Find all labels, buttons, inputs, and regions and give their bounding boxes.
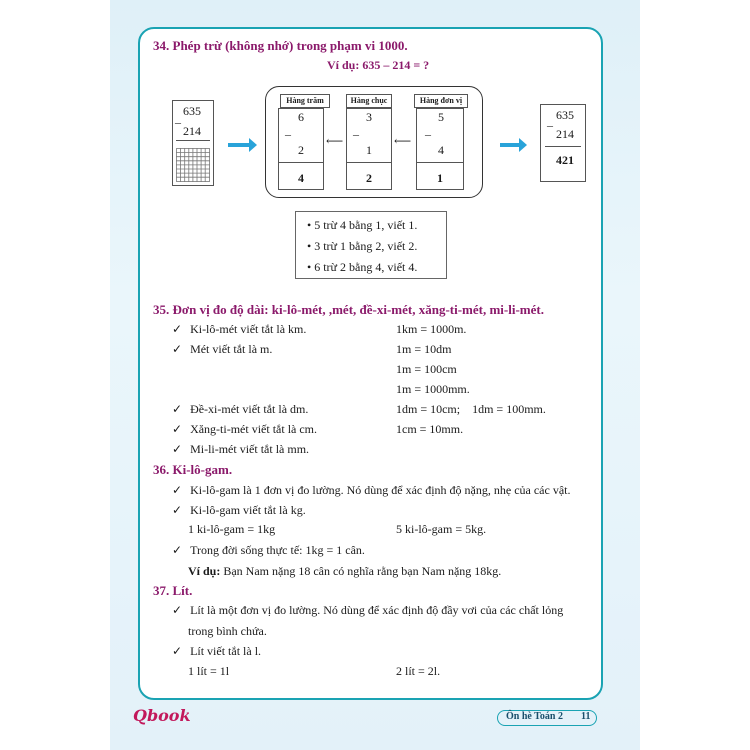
hundreds-result: 4 — [298, 171, 304, 185]
column-header-hundreds: Hàng trăm — [280, 94, 330, 108]
section-37-title: 37. Lít. — [153, 583, 193, 598]
bullet-1: • 5 trừ 4 bằng 1, viết 1. — [307, 218, 418, 232]
units-result: 1 — [437, 171, 443, 185]
tens-result: 2 — [366, 171, 372, 185]
right-top-number: 635 — [556, 108, 574, 122]
hundreds-rule — [278, 162, 324, 163]
hundreds-top: 6 — [298, 110, 304, 124]
units-minus: – — [425, 127, 431, 141]
s37-line-1b: trong bình chứa. — [188, 624, 267, 638]
s36-eq-1: 1 ki-lô-gam = 1kg — [188, 522, 276, 536]
left-top-number: 635 — [183, 104, 201, 118]
footer-title: Ôn hè Toán 2 — [506, 711, 563, 722]
section-36-title: 36. Ki-lô-gam. — [153, 462, 233, 477]
right-rule — [545, 146, 581, 147]
s36-example: Ví dụ: Bạn Nam nặng 18 cân có nghĩa rằng bạn Nam nặng 18kg. — [188, 564, 502, 578]
units-rule — [416, 162, 464, 163]
s37-eq-2: 2 lít = 2l. — [396, 664, 441, 678]
column-header-tens: Hàng chục — [346, 94, 392, 108]
s35-row-5: ✓ Đề-xi-mét viết tắt là dm. — [172, 402, 309, 416]
s35-row-6-eq: 1cm = 10mm. — [396, 422, 464, 436]
s35-row-6: ✓ Xăng-ti-mét viết tắt là cm. — [172, 422, 318, 436]
page-number: 11 — [581, 711, 591, 722]
right-arrow-icon-2 — [500, 143, 520, 147]
tens-top: 3 — [366, 110, 372, 124]
hundreds-minus: – — [285, 127, 291, 141]
hundreds-bottom: 2 — [298, 143, 304, 157]
s37-line-1: ✓ Lít là một đơn vị đo lường. Nó dùng để xác định độ đầy vơi của các chất lỏng — [172, 603, 564, 617]
right-arrow-icon — [228, 143, 250, 147]
s35-row-2-eq: 1m = 10dm — [396, 342, 452, 356]
units-top: 5 — [438, 110, 444, 124]
tens-minus: – — [353, 127, 359, 141]
s35-row-3-eq: 1m = 100cm — [396, 362, 457, 376]
tens-bottom: 1 — [366, 143, 372, 157]
units-bottom: 4 — [438, 143, 444, 157]
s37-eq-1: 1 lít = 1l — [188, 664, 230, 678]
bullet-2: • 3 trừ 1 bằng 2, viết 2. — [307, 239, 418, 253]
s36-line-3: ✓ Trong đời sống thực tế: 1kg = 1 cân. — [172, 543, 365, 557]
right-bottom-number: 214 — [556, 127, 574, 141]
section-34-example: Ví dụ: 635 – 214 = ? — [327, 58, 430, 72]
s35-row-5-eq: 1dm = 10cm; 1dm = 100mm. — [396, 402, 546, 416]
tens-rule — [346, 162, 392, 163]
right-minus: – — [547, 118, 553, 132]
s35-row-2: ✓ Mét viết tắt là m. — [172, 342, 273, 356]
s36-eq-2: 5 ki-lô-gam = 5kg. — [396, 522, 487, 536]
brand-logo: Qbook — [133, 706, 191, 725]
column-header-units: Hàng đơn vị — [414, 94, 468, 108]
left-rule — [176, 140, 210, 141]
s36-line-1: ✓ Ki-lô-gam là 1 đơn vị đo lường. Nó dùng để xác định độ nặng, nhẹ của các vật. — [172, 483, 571, 497]
left-arrow-icon: ⟵ — [326, 134, 344, 148]
left-bottom-number: 214 — [183, 124, 201, 138]
empty-grid — [176, 148, 210, 182]
section-34-title: 34. Phép trừ (không nhớ) trong phạm vi 1000. — [153, 38, 408, 53]
s35-row-1: ✓ Ki-lô-mét viết tắt là km. — [172, 322, 307, 336]
s35-row-4-eq: 1m = 1000mm. — [396, 382, 470, 396]
s35-row-7: ✓ Mi-li-mét viết tắt là mm. — [172, 442, 310, 456]
s37-line-2: ✓ Lít viết tắt là l. — [172, 644, 262, 658]
section-35-title: 35. Đơn vị đo độ dài: ki-lô-mét, ,mét, đề-xi-mét, xăng-ti-mét, mi-li-mét. — [153, 302, 544, 317]
s35-row-1-eq: 1km = 1000m. — [396, 322, 467, 336]
left-minus: – — [175, 115, 181, 129]
s36-line-2: ✓ Ki-lô-gam viết tắt là kg. — [172, 503, 306, 517]
left-arrow-icon-2: ⟵ — [394, 134, 412, 148]
right-result: 421 — [556, 153, 574, 167]
bullet-3: • 6 trừ 2 bằng 4, viết 4. — [307, 260, 418, 274]
